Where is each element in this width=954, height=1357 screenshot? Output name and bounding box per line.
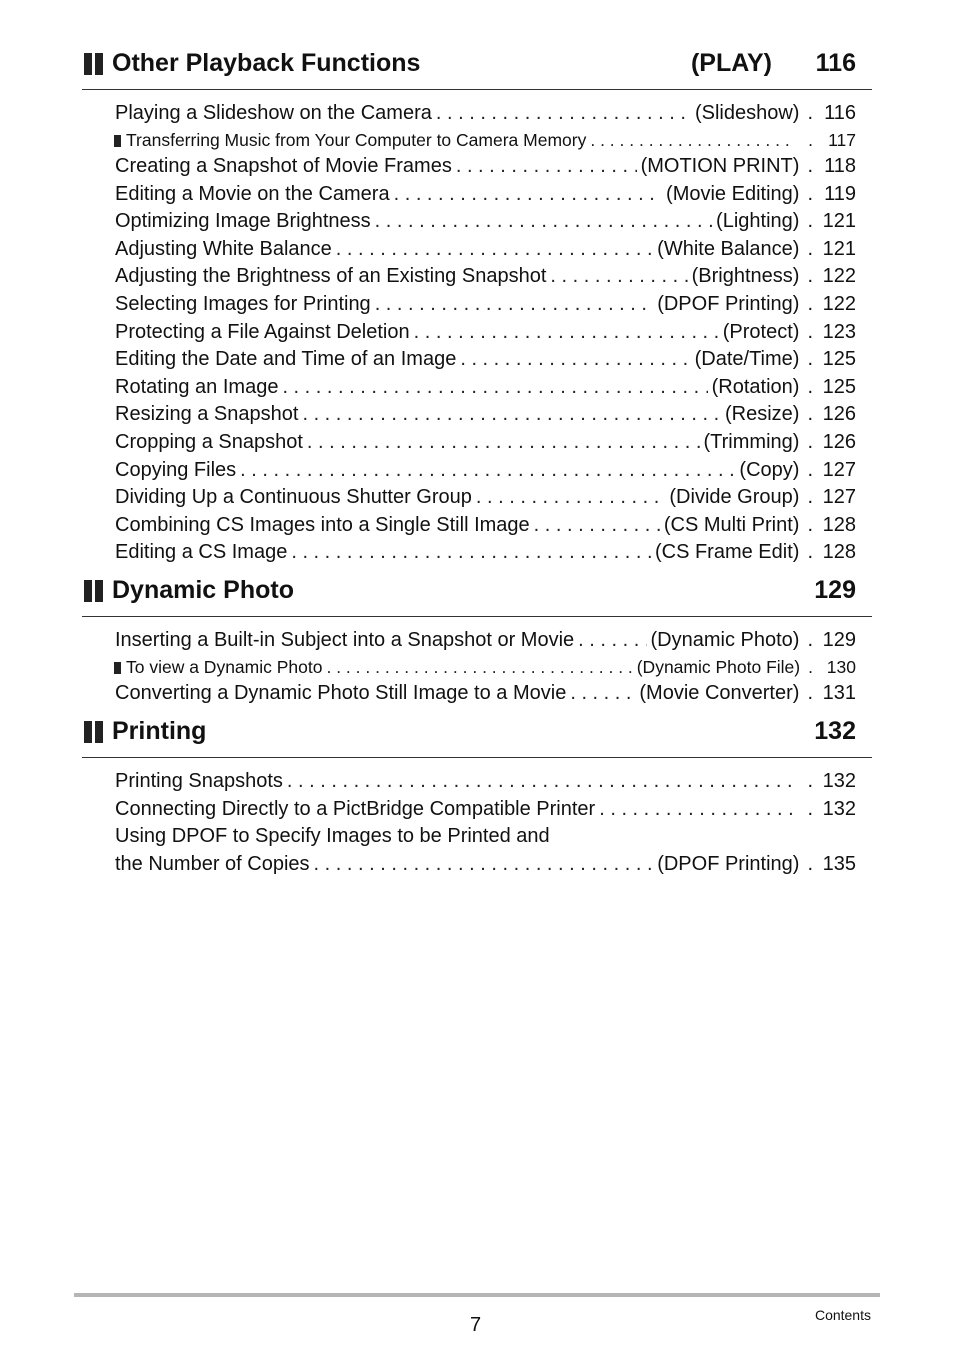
toc-subentry[interactable] <box>126 128 856 154</box>
entry-function: (Dynamic Photo) <box>650 629 800 651</box>
entry-page-number: 125 <box>822 375 856 398</box>
dot-leader <box>375 208 712 236</box>
entry-title: Connecting Directly to a PictBridge Compatible Printer <box>115 797 596 820</box>
section-header <box>82 576 872 617</box>
bullet-icon <box>114 135 121 147</box>
dot-leader <box>590 128 796 154</box>
entry-title: Inserting a Built-in Subject into a Snapshot or Movie <box>115 629 575 651</box>
dot-leader <box>282 374 707 402</box>
section-page-number: 129 <box>814 576 856 604</box>
entry-title: Optimizing Image Brightness <box>115 210 371 233</box>
entry-function: (Movie Editing) <box>666 182 800 205</box>
leader-dot: . <box>807 102 813 124</box>
entry-title: Cropping a Snapshot <box>115 431 303 454</box>
dot-leader <box>336 236 653 264</box>
toc-entry[interactable] <box>115 851 856 879</box>
entry-function: (CS Multi Print) <box>663 513 800 536</box>
entry-title: Using DPOF to Specify Images to be Printed and <box>115 825 550 848</box>
section-marker-icon <box>84 721 103 743</box>
entry-page-number: 119 <box>824 182 856 205</box>
entry-function: (CS Frame Edit) <box>654 541 800 564</box>
entry-list <box>82 617 872 708</box>
toc-entry[interactable] <box>115 401 856 429</box>
section-title: Printing <box>112 717 207 745</box>
leader-dot: . <box>807 403 813 426</box>
toc-entry[interactable] <box>115 291 856 319</box>
section-title: Dynamic Photo <box>112 576 294 604</box>
entry-title: Printing Snapshots <box>115 770 283 792</box>
entry-page-number: 132 <box>822 797 856 820</box>
entry-page-number: 129 <box>822 629 856 651</box>
entry-function: (DPOF Printing) <box>657 293 800 316</box>
leader-dot: . <box>807 265 813 288</box>
entry-title: Playing a Slideshow on the Camera <box>115 102 432 124</box>
entry-title: Adjusting the Brightness of an Existing Snapshot <box>115 265 547 288</box>
section-dynamic-photo <box>82 576 872 708</box>
dot-leader <box>326 655 632 681</box>
section-marker-icon <box>84 53 103 75</box>
entry-title: Dividing Up a Continuous Shutter Group <box>115 486 472 509</box>
entry-title: Creating a Snapshot of Movie Frames <box>115 155 452 178</box>
entry-title: Combining CS Images into a Single Still Image <box>115 513 530 536</box>
entry-function: (MOTION PRINT) <box>640 155 800 178</box>
entry-function: (Dynamic Photo File) <box>636 656 801 677</box>
dot-leader <box>456 153 637 181</box>
entry-title: Editing a CS Image <box>115 541 288 564</box>
toc-entry[interactable] <box>115 429 856 457</box>
toc-entry[interactable] <box>115 680 856 708</box>
dot-leader <box>307 429 700 457</box>
dot-leader <box>599 796 795 824</box>
entry-page-number: 117 <box>828 129 856 150</box>
entry-page-number: 125 <box>822 348 856 371</box>
entry-title: Transferring Music from Your Computer to Camera Memory <box>126 129 587 150</box>
section-header <box>82 717 872 758</box>
entry-function: (Divide Group) <box>669 486 800 509</box>
entry-page-number: 123 <box>822 320 856 343</box>
section-title: Other Playback Functions <box>112 49 421 77</box>
leader-dot: . <box>807 320 813 343</box>
leader-dot: . <box>808 129 813 150</box>
toc-subentry[interactable] <box>126 655 856 681</box>
entry-page-number: 122 <box>822 293 856 316</box>
entry-function: (Trimming) <box>703 431 800 454</box>
leader-dot: . <box>807 513 813 536</box>
entry-function: (Protect) <box>722 320 800 343</box>
entry-page-number: 127 <box>822 458 856 481</box>
entry-page-number: 132 <box>822 770 856 792</box>
entry-page-number: 131 <box>822 682 856 705</box>
toc-entry[interactable] <box>115 796 856 824</box>
toc-entry[interactable] <box>115 768 856 796</box>
entry-page-number: 121 <box>822 237 856 260</box>
section-page-number: 132 <box>814 717 856 745</box>
entry-function: (Slideshow) <box>694 102 800 124</box>
toc-entry[interactable] <box>115 823 856 851</box>
section-header <box>82 49 872 90</box>
dot-leader <box>460 346 690 374</box>
leader-dot: . <box>807 458 813 481</box>
entry-title: Editing the Date and Time of an Image <box>115 348 457 371</box>
entry-function: (Date/Time) <box>694 348 800 371</box>
dot-leader <box>287 768 796 796</box>
entry-function: (Copy) <box>739 458 800 481</box>
entry-page-number: 122 <box>822 265 856 288</box>
entry-title: Resizing a Snapshot <box>115 403 299 426</box>
toc-entry[interactable] <box>115 346 856 374</box>
entry-function: (Brightness) <box>691 265 800 288</box>
footer-divider <box>74 1293 880 1297</box>
leader-dot: . <box>807 852 813 875</box>
dot-leader <box>394 181 662 209</box>
toc-entry[interactable] <box>115 236 856 264</box>
leader-dot: . <box>807 375 813 398</box>
section-other-playback <box>82 49 872 567</box>
section-page-number: 116 <box>815 49 856 77</box>
leader-dot: . <box>807 486 813 509</box>
entry-title: Converting a Dynamic Photo Still Image to a Movie <box>115 682 567 705</box>
leader-dot: . <box>807 348 813 371</box>
dot-leader <box>570 680 635 708</box>
toc-entry[interactable] <box>115 208 856 236</box>
footer-page-number: 7 <box>470 1314 482 1336</box>
dot-leader <box>436 100 691 128</box>
entry-title: Copying Files <box>115 458 237 481</box>
leader-dot: . <box>807 210 813 233</box>
toc-entry[interactable] <box>115 153 856 181</box>
section-mode-tag: (PLAY) <box>690 49 772 77</box>
leader-dot: . <box>807 293 813 316</box>
entry-page-number: 121 <box>822 210 856 233</box>
entry-title: To view a Dynamic Photo <box>126 656 323 677</box>
dot-leader <box>291 539 651 567</box>
dot-leader <box>302 401 721 429</box>
entry-title: Selecting Images for Printing <box>115 293 371 316</box>
leader-dot: . <box>807 155 813 178</box>
dot-leader <box>314 851 654 879</box>
bullet-icon <box>114 662 121 674</box>
dot-leader <box>414 319 719 347</box>
entry-function: (Rotation) <box>711 375 800 398</box>
entry-page-number: 127 <box>822 486 856 509</box>
dot-leader <box>578 627 646 655</box>
entry-page-number: 126 <box>822 403 856 426</box>
entry-title: Adjusting White Balance <box>115 237 332 260</box>
entry-function: (Resize) <box>724 403 800 426</box>
leader-dot: . <box>807 797 813 820</box>
toc-entry[interactable] <box>115 512 856 540</box>
leader-dot: . <box>807 770 813 792</box>
entry-function: (Lighting) <box>716 210 800 233</box>
dot-leader <box>550 263 687 291</box>
entry-page-number: 128 <box>822 541 856 564</box>
entry-page-number: 118 <box>824 155 856 178</box>
footer-label: Contents <box>814 1307 871 1323</box>
entry-list <box>82 90 872 567</box>
entry-page-number: 135 <box>822 852 856 875</box>
leader-dot: . <box>807 682 813 705</box>
entry-title: Editing a Movie on the Camera <box>115 182 390 205</box>
toc-entry[interactable] <box>115 181 856 209</box>
dot-leader <box>240 457 735 485</box>
entry-list <box>82 758 872 878</box>
entry-function: (White Balance) <box>657 237 800 260</box>
toc-entry[interactable] <box>115 100 856 128</box>
entry-title: Rotating an Image <box>115 375 279 398</box>
dot-leader <box>375 291 654 319</box>
leader-dot: . <box>807 237 813 260</box>
leader-dot: . <box>807 629 813 651</box>
entry-function: (Movie Converter) <box>639 682 800 705</box>
toc-entry[interactable] <box>115 263 856 291</box>
dot-leader <box>476 484 666 512</box>
entry-page-number: 130 <box>826 656 856 677</box>
leader-dot: . <box>807 541 813 564</box>
leader-dot: . <box>807 182 813 205</box>
entry-title: the Number of Copies <box>115 852 310 875</box>
entry-title: Protecting a File Against Deletion <box>115 320 410 343</box>
leader-dot: . <box>807 431 813 454</box>
section-marker-icon <box>84 580 103 602</box>
entry-page-number: 126 <box>822 431 856 454</box>
toc-entry[interactable] <box>115 374 856 402</box>
section-printing <box>82 717 872 878</box>
toc-entry[interactable] <box>115 484 856 512</box>
entry-page-number: 128 <box>822 513 856 536</box>
toc-entry[interactable] <box>115 319 856 347</box>
toc-entry[interactable] <box>115 457 856 485</box>
entry-page-number: 116 <box>824 102 856 124</box>
leader-dot: . <box>808 656 813 677</box>
dot-leader <box>534 512 660 540</box>
toc-entry[interactable] <box>115 539 856 567</box>
toc-entry[interactable] <box>115 627 856 655</box>
entry-function: (DPOF Printing) <box>657 852 800 875</box>
